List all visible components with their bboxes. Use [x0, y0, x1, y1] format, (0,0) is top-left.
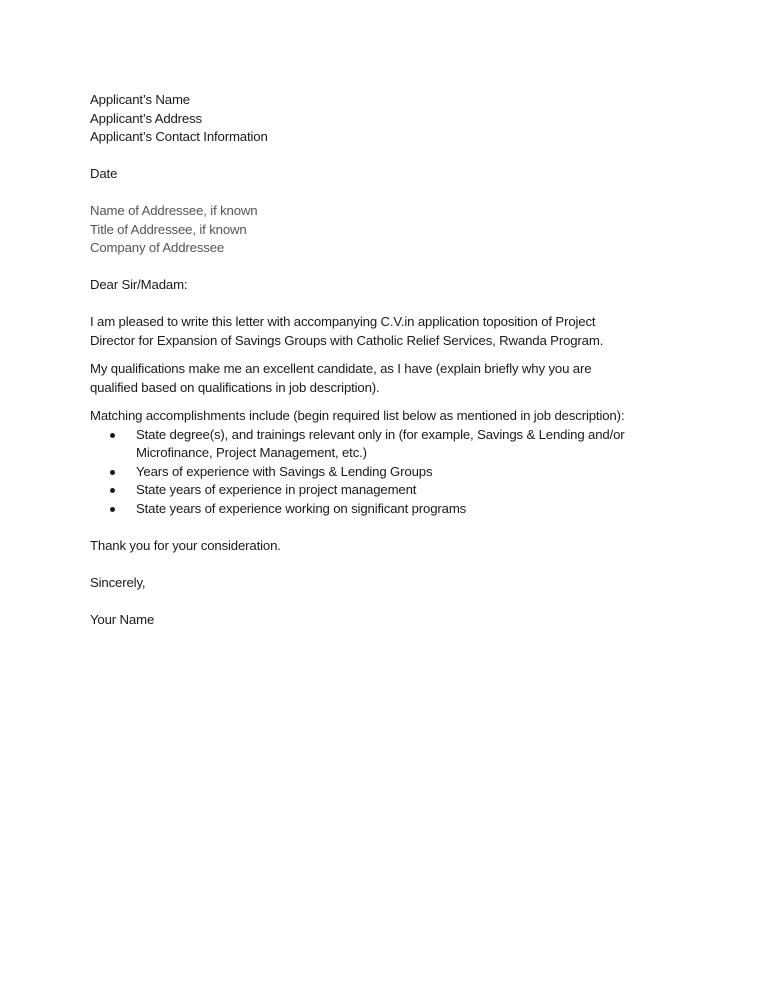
accomplishments-section	[90, 407, 690, 518]
addressee-title: Title of Addressee, if known	[90, 221, 247, 237]
list-item	[90, 426, 690, 463]
list-item	[90, 463, 690, 482]
closing-block	[90, 574, 690, 593]
closing-line: Sincerely,	[90, 574, 146, 590]
list-item	[90, 500, 690, 519]
list-item	[90, 481, 690, 500]
salutation: Dear Sir/Madam:	[90, 277, 188, 292]
intro-line-1: I am pleased to write this letter with accompanying C.V.in application toposition of Project	[90, 314, 596, 329]
letter-date: Date	[90, 166, 118, 181]
accomplishments-intro: Matching accomplishments include (begin required list below as mentioned in job description):	[90, 408, 625, 423]
signature-name: Your Name	[90, 611, 155, 627]
list-item-text: State years of experience working on significant programs	[136, 500, 467, 516]
intro-line-2: Director for Expansion of Savings Groups with Catholic Relief Services, Rwanda Program.	[90, 332, 604, 348]
intro-paragraph	[90, 313, 690, 350]
qualifications-line-1: My qualifications make me an excellent candidate, as I have (explain briefly why you are	[90, 361, 592, 376]
bullet-icon	[110, 470, 115, 475]
list-item-text-continued: Microfinance, Project Management, etc.)	[136, 445, 367, 460]
applicant-block	[90, 91, 690, 147]
thanks-block	[90, 537, 690, 556]
list-item-text: State degree(s), and trainings relevant only in (for example, Savings & Lending and/or	[136, 426, 625, 442]
list-item-text: Years of experience with Savings & Lending Groups	[136, 463, 433, 479]
cover-letter	[90, 91, 690, 629]
bullet-icon	[110, 488, 115, 493]
applicant-address: Applicant’s Address	[90, 110, 202, 126]
date-block	[90, 165, 690, 184]
bullet-icon	[110, 507, 115, 512]
applicant-name: Applicant’s Name	[90, 92, 190, 107]
thanks-line: Thank you for your consideration.	[90, 537, 281, 553]
bullet-icon	[110, 433, 115, 438]
list-item-text: State years of experience in project management	[136, 482, 417, 497]
addressee-company: Company of Addressee	[90, 240, 225, 255]
qualifications-paragraph	[90, 360, 690, 397]
accomplishments-list	[90, 426, 690, 519]
addressee-block	[90, 202, 690, 258]
applicant-contact: Applicant’s Contact Information	[90, 129, 268, 144]
qualifications-line-2: qualified based on qualifications in job description).	[90, 379, 380, 395]
signature-block	[90, 611, 690, 630]
salutation-block	[90, 276, 690, 295]
addressee-name: Name of Addressee, if known	[90, 203, 258, 218]
